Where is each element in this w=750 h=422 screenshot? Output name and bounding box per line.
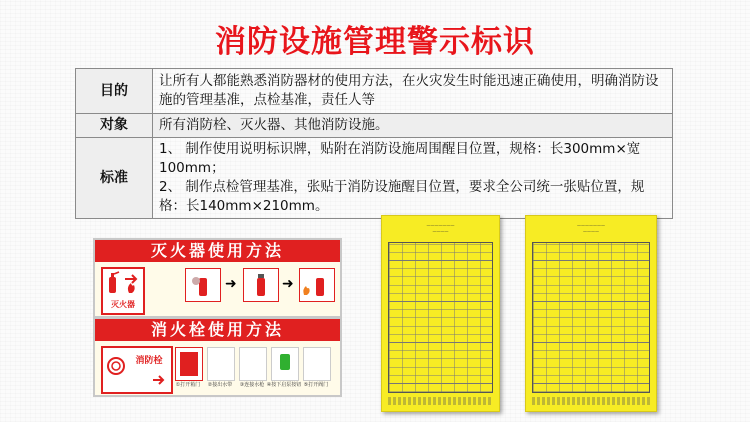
hydrant-step [303, 347, 331, 381]
hydrant-sign-body [95, 341, 340, 395]
inspection-form-right [525, 215, 657, 412]
row-key: 对象 [76, 114, 153, 138]
extinguisher-label: 灭火器 [111, 300, 135, 309]
hydrant-step-caption: ④按下启泵按钮 [266, 382, 302, 388]
fire-extinguisher-icon [300, 269, 334, 301]
hydrant-label: 消防栓 [135, 356, 163, 366]
table-row [76, 114, 673, 138]
extinguisher-step [299, 268, 335, 302]
arrow-right-icon [125, 275, 136, 283]
page-title: 消防设施管理警示标识 [215, 24, 535, 60]
extinguisher-usage-sign [93, 238, 342, 318]
form-footer [532, 397, 650, 405]
standard-line-1: 1、 制作使用说明标识牌，贴附在消防设施周围醒目位置，规格：长300mm×宽100mm； [159, 141, 641, 176]
hydrant-step [239, 347, 267, 381]
extinguisher-sign-title: 灭火器使用方法 [95, 240, 340, 262]
hydrant-step-caption: ②接出水带 [207, 382, 233, 388]
arrow-right-icon: ➜ [282, 276, 294, 292]
extinguisher-label-box [101, 267, 145, 315]
row-key: 目的 [76, 69, 153, 114]
extinguisher-step [185, 268, 221, 302]
info-table [75, 68, 673, 219]
form-header-line: ———— [432, 229, 449, 234]
form-grid [388, 242, 493, 393]
hydrant-step-caption: ③连接水枪 [239, 382, 265, 388]
extinguisher-step [243, 268, 279, 302]
fire-extinguisher-icon [103, 269, 143, 297]
form-grid [532, 242, 650, 393]
fire-extinguisher-icon [186, 269, 220, 301]
hydrant-step [207, 347, 235, 381]
arrow-right-icon [153, 376, 163, 384]
hydrant-step [175, 347, 203, 381]
hydrant-step-caption: ①打开箱门 [175, 382, 201, 388]
hydrant-step-caption: ⑤打开阀门 [303, 382, 329, 388]
hydrant-usage-sign [93, 317, 342, 397]
inspection-form-left [381, 215, 500, 412]
extinguisher-sign-body [95, 262, 340, 316]
row-value: 让所有人都能熟悉消防器材的使用方法，在火灾发生时能迅速正确使用，明确消防设施的管理基准，点检基准，责任人等 [153, 69, 673, 114]
arrow-right-icon: ➜ [225, 276, 237, 292]
form-footer [388, 397, 493, 405]
table-row [76, 69, 673, 114]
hydrant-label-box [101, 346, 173, 394]
hydrant-step [271, 347, 299, 381]
form-header-line: ——————— [577, 223, 605, 228]
form-header-line: ——————— [426, 223, 455, 228]
form-header-line: ———— [583, 229, 599, 234]
standard-line-2: 2、 制作点检管理基准，张贴于消防设施醒目位置，要求全公司统一张贴位置，规格：长140mm×210mm。 [159, 179, 645, 214]
row-value [153, 138, 673, 219]
row-value: 所有消防栓、灭火器、其他消防设施。 [153, 114, 673, 138]
hydrant-cabinet-icon [176, 348, 202, 380]
pump-button-icon [272, 348, 298, 380]
fire-extinguisher-icon [244, 269, 278, 301]
table-row [76, 138, 673, 219]
row-key: 标准 [76, 138, 153, 219]
hydrant-sign-title: 消火栓使用方法 [95, 319, 340, 341]
